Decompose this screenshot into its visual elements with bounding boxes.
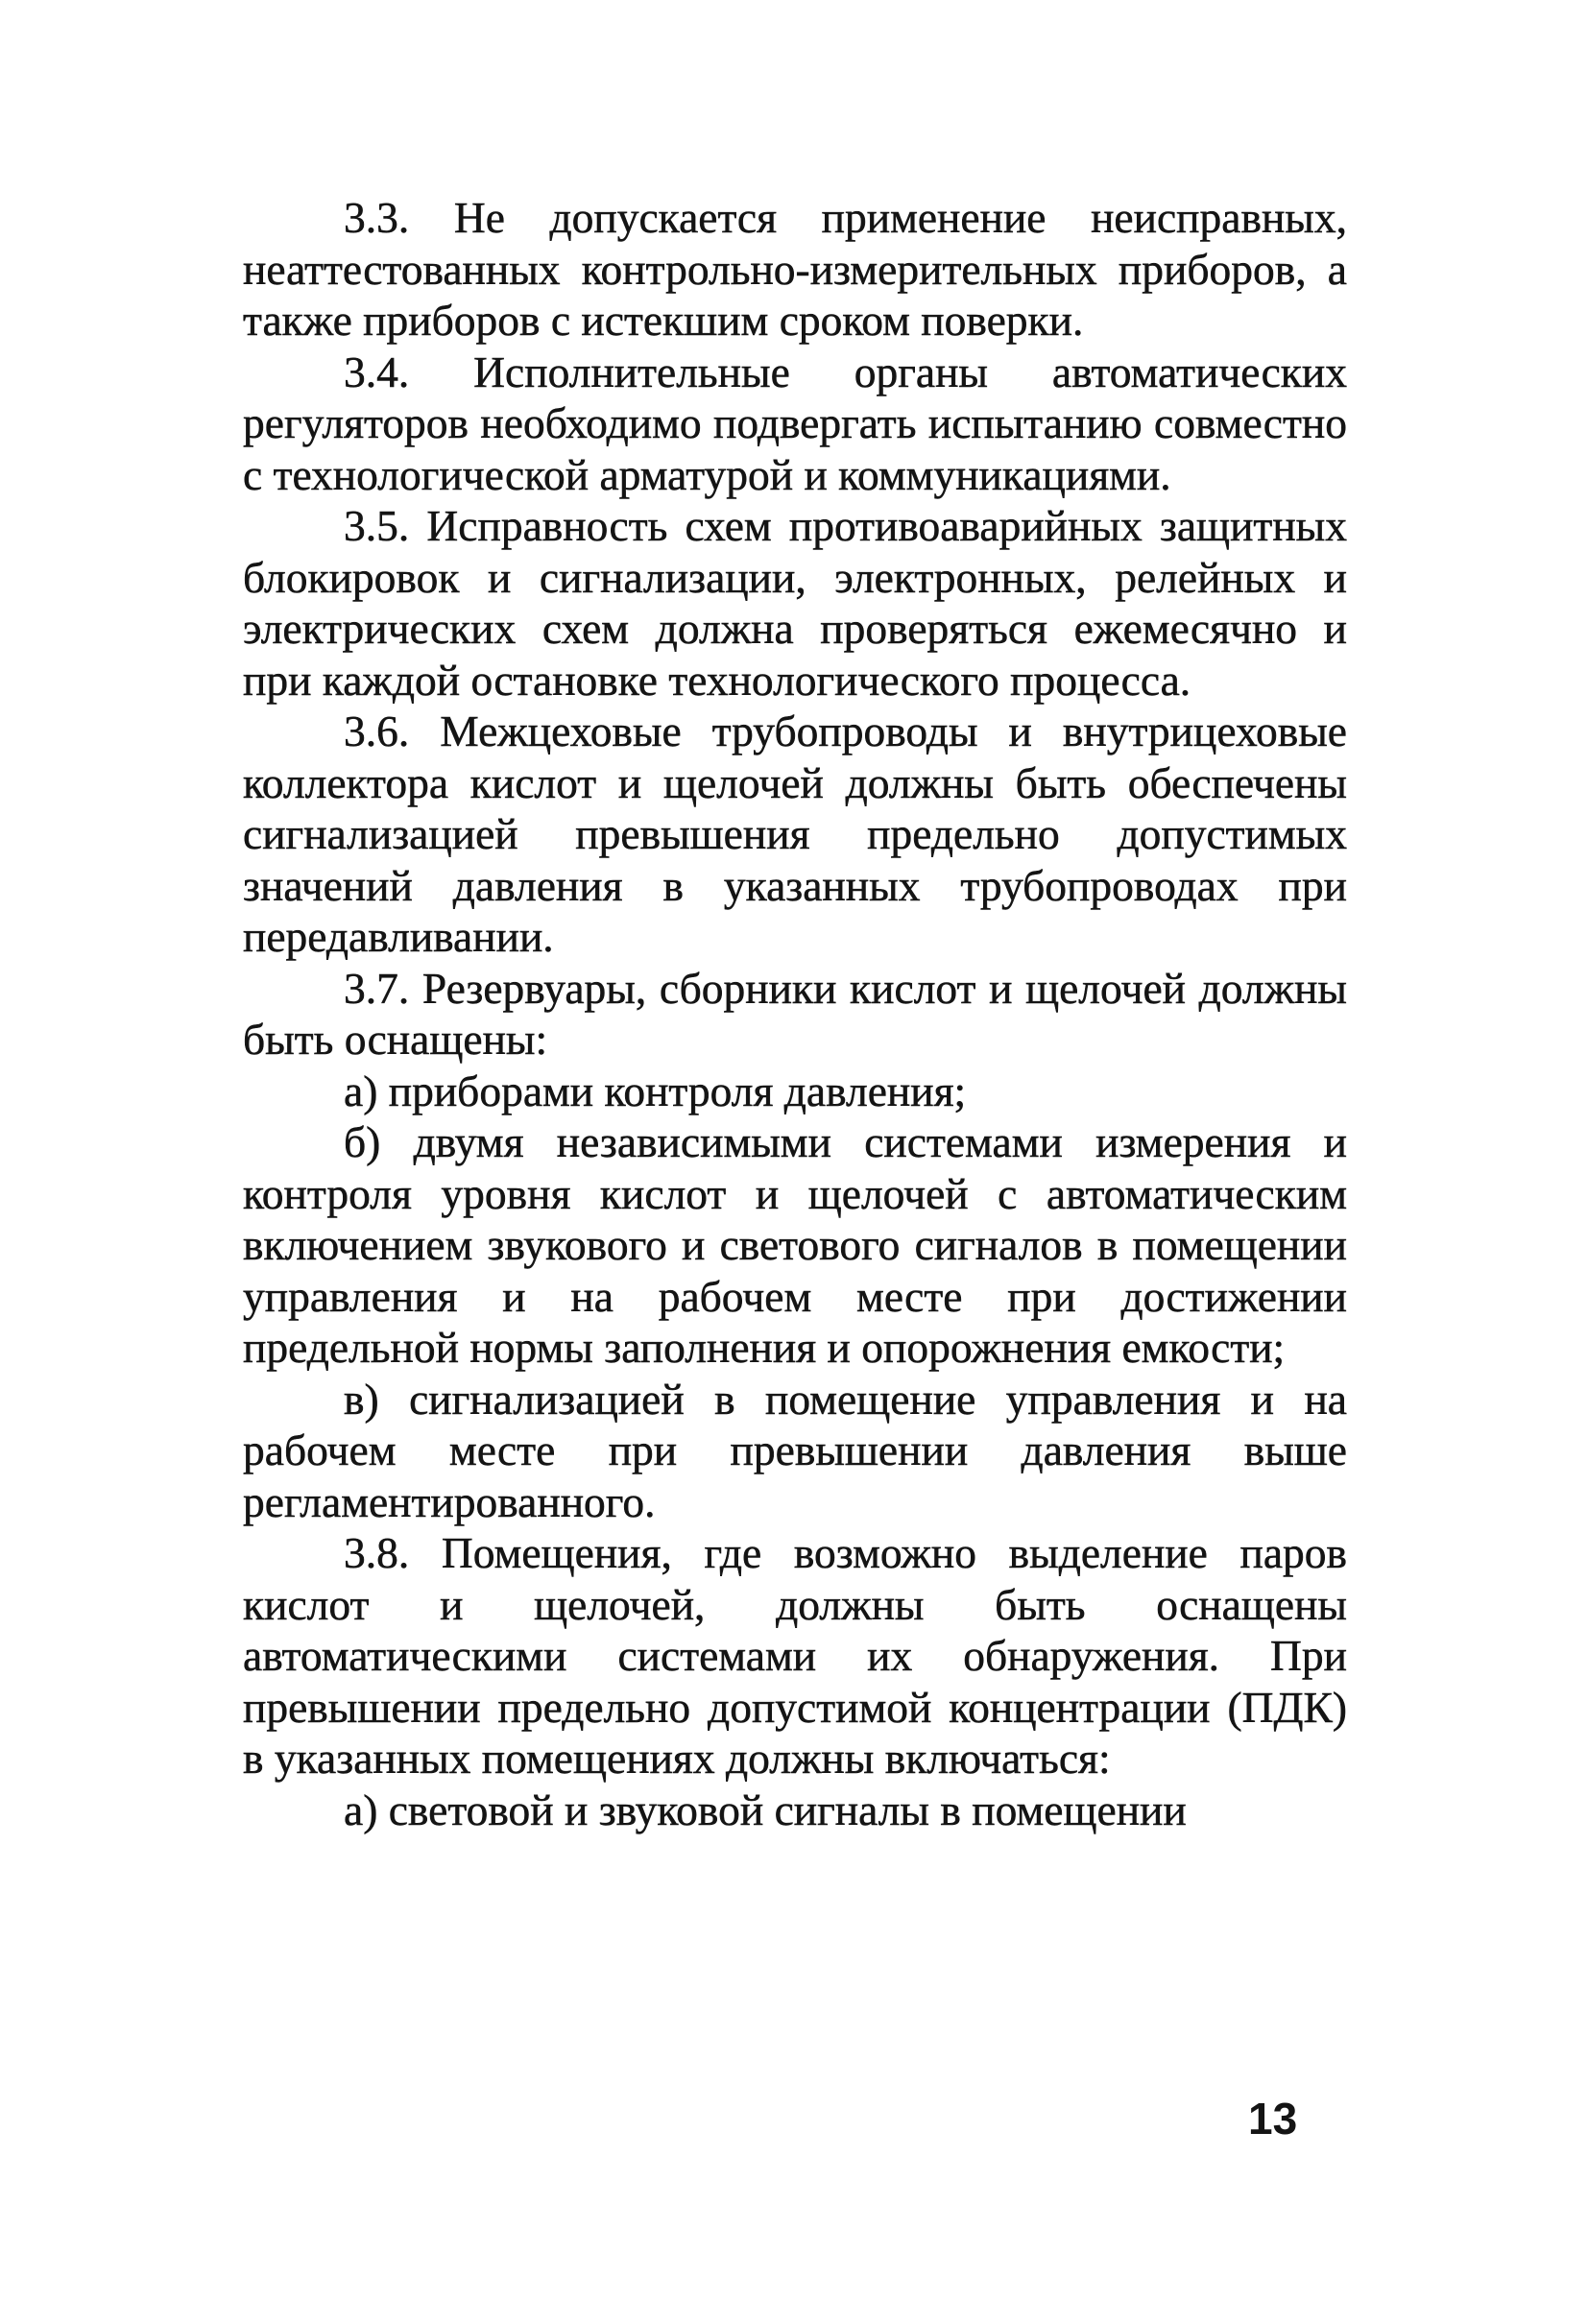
paragraph-3-8: 3.8. Помещения, где возможно выделение паров кислот и щелочей, должны быть оснащены автоматическими системами их обнаружения. При превышении предельно допустимой концентрации (ПДК) в указанных помещениях должны включаться: — [243, 1528, 1347, 1783]
paragraph-3-3: 3.3. Не допускается применение неисправных, неаттестованных контрольно-измерительных приборов, а также приборов с истекшим сроком поверки. — [243, 193, 1347, 345]
body-text — [243, 192, 1347, 1835]
paragraph-3-4: 3.4. Исполнительные органы автоматических регуляторов необходимо подвергать испытанию совместно с технологической арматурой и коммуникациями. — [243, 347, 1347, 499]
paragraph-3-6: 3.6. Межцеховые трубопроводы и внутрицеховые коллектора кислот и щелочей должны быть обеспечены сигнализацией превышения предельно допустимых значений давления в указанных трубопроводах при передавливании. — [243, 707, 1347, 961]
paragraph-3-5: 3.5. Исправность схем противоаварийных защитных блокировок и сигнализации, электронных, релейных и электрических схем должна проверяться ежемесячно и при каждой остановке технологического процесса. — [243, 501, 1347, 705]
page-number: 13 — [1248, 2094, 1298, 2144]
list-item-a: а) приборами контроля давления; — [344, 1066, 967, 1115]
list-item-b: б) двумя независимыми системами измерения и контроля уровня кислот и щелочей с автоматическим включением звукового и светового сигналов в помещении управления и на рабочем месте при достижении предельной нормы заполнения и опорожнения емкости; — [243, 1117, 1347, 1372]
list-item-a-2: а) световой и звуковой сигналы в помещении — [344, 1785, 1187, 1834]
paragraph-3-7: 3.7. Резервуары, сборники кислот и щелочей должны быть оснащены: — [243, 963, 1347, 1064]
list-item-v: в) сигнализацией в помещение управления и на рабочем месте при превышении давления выше регламентированного. — [243, 1374, 1347, 1526]
